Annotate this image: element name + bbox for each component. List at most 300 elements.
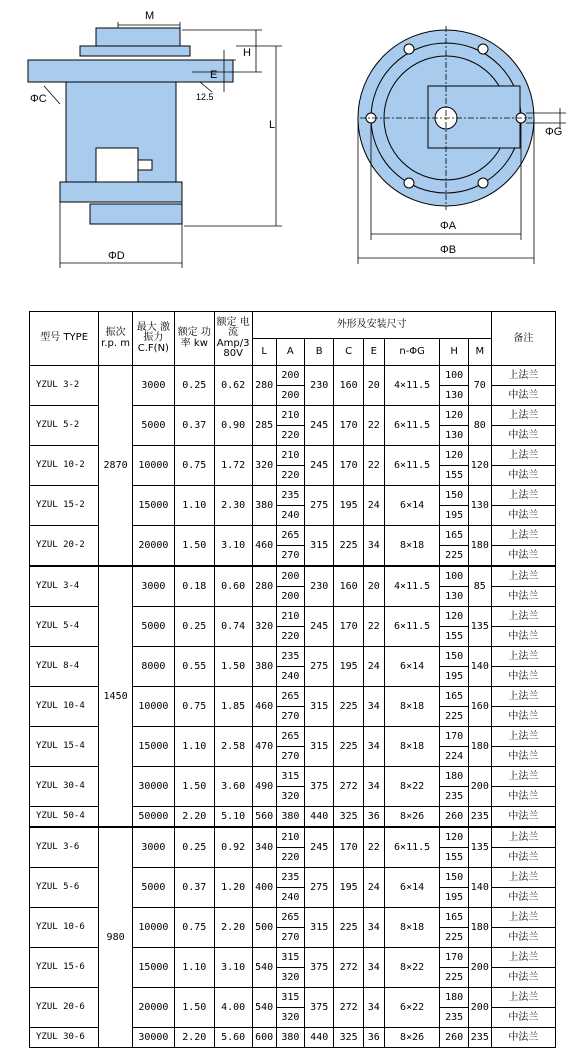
flange-note-cell: 上法兰 — [491, 406, 555, 426]
upper-flange — [28, 60, 233, 82]
dim-c-cell: 170 — [334, 446, 363, 486]
dim-l-cell: 280 — [252, 366, 276, 406]
header-current: 额定 电流 Amp/3 80V — [214, 312, 252, 366]
dim-m-cell: 140 — [468, 868, 491, 908]
dim-b-cell: 375 — [305, 767, 334, 807]
flange-note-cell: 中法兰 — [491, 587, 555, 607]
flange-note-cell: 上法兰 — [491, 827, 555, 848]
table-row — [30, 827, 556, 848]
current-cell: 1.50 — [214, 647, 252, 687]
model-cell: YZUL 30-4 — [30, 767, 99, 807]
subheader-cell: H — [440, 339, 468, 366]
dim-h-cell: 155 — [440, 848, 468, 868]
current-cell: 4.00 — [214, 988, 252, 1028]
model-cell: YZUL 3-4 — [30, 566, 99, 607]
dim-e-cell: 34 — [363, 948, 384, 988]
force-cell: 20000 — [132, 988, 174, 1028]
dim-a-cell: 265 — [276, 908, 304, 928]
dim-c-cell: 272 — [334, 988, 363, 1028]
dim-h-cell: 235 — [440, 1008, 468, 1028]
dim-h-cell: 170 — [440, 727, 468, 747]
dim-d-label: ΦD — [108, 250, 125, 262]
dim-a-label: ΦA — [440, 220, 457, 232]
dim-h-cell: 100 — [440, 566, 468, 587]
dim-c-cell: 325 — [334, 807, 363, 828]
dim-a-cell: 265 — [276, 727, 304, 747]
dim-m-cell: 235 — [468, 807, 491, 828]
model-cell: YZUL 8-4 — [30, 647, 99, 687]
dim-h-cell: 150 — [440, 868, 468, 888]
dim-e-cell: 20 — [363, 566, 384, 607]
flange-note-cell: 中法兰 — [491, 426, 555, 446]
dim-h-cell: 225 — [440, 928, 468, 948]
model-cell: YZUL 5-2 — [30, 406, 99, 446]
dim-c-label: ΦC — [30, 93, 47, 105]
power-cell: 2.20 — [174, 807, 214, 828]
dim-ng-cell: 8×22 — [384, 948, 440, 988]
model-cell: YZUL 15-6 — [30, 948, 99, 988]
frequency-cell: 2870 — [99, 366, 133, 567]
model-cell: YZUL 20-2 — [30, 526, 99, 567]
dim-a-cell: 315 — [276, 948, 304, 968]
dim-h-cell: 195 — [440, 888, 468, 908]
flange-note-cell: 上法兰 — [491, 908, 555, 928]
dim-m-cell: 180 — [468, 908, 491, 948]
dim-c-cell: 160 — [334, 566, 363, 607]
flange-note-cell: 中法兰 — [491, 787, 555, 807]
current-cell: 0.62 — [214, 366, 252, 406]
current-cell: 1.85 — [214, 687, 252, 727]
dim-e-cell: 36 — [363, 807, 384, 828]
force-cell: 10000 — [132, 908, 174, 948]
dim-l-cell: 540 — [252, 988, 276, 1028]
dim-a-cell: 315 — [276, 767, 304, 787]
dim-m-cell: 180 — [468, 727, 491, 767]
dim-b-cell: 245 — [305, 607, 334, 647]
dim-l-cell: 470 — [252, 727, 276, 767]
flange-note-cell: 上法兰 — [491, 687, 555, 707]
dim-b-cell: 245 — [305, 406, 334, 446]
force-cell: 50000 — [132, 807, 174, 828]
dim-c-cell: 272 — [334, 948, 363, 988]
dim-h-cell: 195 — [440, 667, 468, 687]
model-cell: YZUL 10-2 — [30, 446, 99, 486]
bolt-hole — [478, 178, 488, 188]
dim-a-cell: 270 — [276, 546, 304, 567]
dim-ng-cell: 6×11.5 — [384, 406, 440, 446]
dim-a-cell: 210 — [276, 607, 304, 627]
dim-b-cell: 230 — [305, 366, 334, 406]
force-cell: 30000 — [132, 767, 174, 807]
dim-b-cell: 230 — [305, 566, 334, 607]
force-cell: 5000 — [132, 607, 174, 647]
force-cell: 3000 — [132, 366, 174, 406]
dim-m-cell: 130 — [468, 486, 491, 526]
model-cell: YZUL 50-4 — [30, 807, 99, 828]
flange-note-cell: 上法兰 — [491, 988, 555, 1008]
flange-note-cell: 上法兰 — [491, 647, 555, 667]
dim-g-label: ΦG — [545, 126, 563, 138]
dim-a-cell: 320 — [276, 1008, 304, 1028]
flange-note-cell: 上法兰 — [491, 526, 555, 546]
dim-a-cell: 220 — [276, 466, 304, 486]
flange-note-cell: 上法兰 — [491, 366, 555, 386]
flange-note-cell: 中法兰 — [491, 1028, 555, 1048]
force-cell: 10000 — [132, 446, 174, 486]
flange-note-cell: 上法兰 — [491, 948, 555, 968]
model-cell: YZUL 10-4 — [30, 687, 99, 727]
dim-a-cell: 380 — [276, 1028, 304, 1048]
current-cell: 5.60 — [214, 1028, 252, 1048]
flange-note-cell: 中法兰 — [491, 627, 555, 647]
current-cell: 1.72 — [214, 446, 252, 486]
flange-note-cell: 中法兰 — [491, 466, 555, 486]
flange-note-cell: 中法兰 — [491, 807, 555, 828]
dim-c-cell: 170 — [334, 827, 363, 868]
power-cell: 1.10 — [174, 727, 214, 767]
dim-l-cell: 320 — [252, 446, 276, 486]
dim-l-cell: 600 — [252, 1028, 276, 1048]
power-cell: 0.25 — [174, 607, 214, 647]
dim-c-cell: 170 — [334, 406, 363, 446]
flange-note-cell: 中法兰 — [491, 848, 555, 868]
header-power: 额定 功率 kw — [174, 312, 214, 366]
power-cell: 1.10 — [174, 948, 214, 988]
dim-ng-cell: 8×22 — [384, 767, 440, 807]
dim-e-cell: 24 — [363, 486, 384, 526]
flange-note-cell: 中法兰 — [491, 747, 555, 767]
dim-e-cell: 34 — [363, 908, 384, 948]
force-cell: 15000 — [132, 727, 174, 767]
dim-m-cell: 135 — [468, 607, 491, 647]
dim-a-cell: 220 — [276, 627, 304, 647]
dim-ng-cell: 8×18 — [384, 526, 440, 567]
dim-e-cell: 24 — [363, 868, 384, 908]
side-view — [28, 28, 233, 224]
current-cell: 0.60 — [214, 566, 252, 607]
dim-b-cell: 440 — [305, 807, 334, 828]
dim-b-cell: 275 — [305, 486, 334, 526]
dim-m-cell: 120 — [468, 446, 491, 486]
dim-ng-cell: 8×26 — [384, 1028, 440, 1048]
dim-l-cell: 400 — [252, 868, 276, 908]
flange-note-cell: 中法兰 — [491, 506, 555, 526]
dim-m-cell: 180 — [468, 526, 491, 567]
subheader-cell: C — [334, 339, 363, 366]
dim-e-cell: 34 — [363, 988, 384, 1028]
dim-b-cell: 315 — [305, 687, 334, 727]
dim-h-cell: 180 — [440, 767, 468, 787]
current-cell: 5.10 — [214, 807, 252, 828]
lower-flange — [60, 182, 182, 202]
dim-l-cell: 500 — [252, 908, 276, 948]
model-cell: YZUL 3-2 — [30, 366, 99, 406]
power-cell: 1.10 — [174, 486, 214, 526]
dim-e-cell: 34 — [363, 526, 384, 567]
dim-e-cell: 22 — [363, 406, 384, 446]
dim-h-cell: 165 — [440, 687, 468, 707]
dim-m-cell: 70 — [468, 366, 491, 406]
power-cell: 1.50 — [174, 767, 214, 807]
power-cell: 0.75 — [174, 446, 214, 486]
bolt-hole — [404, 44, 414, 54]
subheader-cell: M — [468, 339, 491, 366]
header-frequency: 振次 r.p. m — [99, 312, 133, 366]
dim-h-cell: 180 — [440, 988, 468, 1008]
dim-a-cell: 200 — [276, 587, 304, 607]
dim-l-cell: 560 — [252, 807, 276, 828]
dim-m-cell: 85 — [468, 566, 491, 607]
dim-a-cell: 240 — [276, 667, 304, 687]
dim-c-cell: 195 — [334, 647, 363, 687]
dim-l-cell: 280 — [252, 566, 276, 607]
dim-c-cell: 225 — [334, 687, 363, 727]
power-cell: 0.25 — [174, 366, 214, 406]
dim-h-cell: 150 — [440, 647, 468, 667]
terminal-box — [96, 148, 138, 182]
power-cell: 0.18 — [174, 566, 214, 607]
dim-ng-cell: 4×11.5 — [384, 366, 440, 406]
dim-h-cell: 224 — [440, 747, 468, 767]
dim-b-cell: 375 — [305, 948, 334, 988]
dim-h-cell: 120 — [440, 406, 468, 426]
dim-ng-cell: 6×11.5 — [384, 446, 440, 486]
dim-h-cell: 225 — [440, 968, 468, 988]
dim-a-cell: 240 — [276, 506, 304, 526]
dim-a-cell: 200 — [276, 366, 304, 386]
current-cell: 3.10 — [214, 948, 252, 988]
flange-note-cell: 中法兰 — [491, 888, 555, 908]
power-cell: 0.37 — [174, 406, 214, 446]
flange-note-cell: 上法兰 — [491, 486, 555, 506]
dim-m-cell: 200 — [468, 948, 491, 988]
dim-e-cell: 22 — [363, 827, 384, 868]
dim-c-cell: 325 — [334, 1028, 363, 1048]
current-cell: 0.90 — [214, 406, 252, 446]
dim-h-cell: 120 — [440, 607, 468, 627]
dim-h-cell: 150 — [440, 486, 468, 506]
force-cell: 3000 — [132, 827, 174, 868]
dim-e-label: E — [210, 69, 218, 81]
power-cell: 1.50 — [174, 526, 214, 567]
dim-b-cell: 315 — [305, 526, 334, 567]
subheader-cell: A — [276, 339, 304, 366]
dim-a-cell: 315 — [276, 988, 304, 1008]
flange-note-cell: 上法兰 — [491, 767, 555, 787]
technical-drawing — [0, 0, 580, 300]
force-cell: 20000 — [132, 526, 174, 567]
dim-r-label: 12.5 — [196, 92, 214, 102]
dim-h-cell: 155 — [440, 627, 468, 647]
power-cell: 1.50 — [174, 988, 214, 1028]
dim-c-cell: 195 — [334, 868, 363, 908]
dim-e-cell: 34 — [363, 687, 384, 727]
dim-ng-cell: 6×14 — [384, 486, 440, 526]
subheader-cell: B — [305, 339, 334, 366]
dim-a-cell: 220 — [276, 426, 304, 446]
dim-e-cell: 22 — [363, 607, 384, 647]
dim-e-cell: 34 — [363, 727, 384, 767]
dim-ng-cell: 6×11.5 — [384, 607, 440, 647]
force-cell: 15000 — [132, 486, 174, 526]
model-cell: YZUL 5-6 — [30, 868, 99, 908]
dim-h-cell: 100 — [440, 366, 468, 386]
dim-a-cell: 235 — [276, 486, 304, 506]
flange-note-cell: 中法兰 — [491, 968, 555, 988]
dim-m-cell: 160 — [468, 687, 491, 727]
flange-note-cell: 上法兰 — [491, 607, 555, 627]
dim-e-cell: 36 — [363, 1028, 384, 1048]
dim-h-cell: 170 — [440, 948, 468, 968]
current-cell: 0.92 — [214, 827, 252, 868]
dim-b-cell: 375 — [305, 988, 334, 1028]
subheader-cell: n-ΦG — [384, 339, 440, 366]
dim-b-cell: 275 — [305, 647, 334, 687]
subheader-cell: L — [252, 339, 276, 366]
power-cell: 0.25 — [174, 827, 214, 868]
flange-note-cell: 中法兰 — [491, 546, 555, 567]
force-cell: 5000 — [132, 868, 174, 908]
dim-h-cell: 120 — [440, 446, 468, 466]
frequency-cell: 1450 — [99, 566, 133, 827]
dim-m-cell: 80 — [468, 406, 491, 446]
dim-c-cell: 195 — [334, 486, 363, 526]
dim-ng-cell: 8×18 — [384, 908, 440, 948]
dim-h-cell: 225 — [440, 707, 468, 727]
dim-a-cell: 210 — [276, 446, 304, 466]
frequency-cell: 980 — [99, 827, 133, 1048]
dim-h-cell: 235 — [440, 787, 468, 807]
model-cell: YZUL 3-6 — [30, 827, 99, 868]
model-cell: YZUL 30-6 — [30, 1028, 99, 1048]
dim-a-cell: 240 — [276, 888, 304, 908]
dim-c-cell: 225 — [334, 727, 363, 767]
force-cell: 8000 — [132, 647, 174, 687]
dim-a-cell: 210 — [276, 406, 304, 426]
model-cell: YZUL 20-6 — [30, 988, 99, 1028]
dim-l-cell: 285 — [252, 406, 276, 446]
dim-a-cell: 320 — [276, 787, 304, 807]
terminal-plug — [138, 160, 152, 170]
model-cell: YZUL 5-4 — [30, 607, 99, 647]
dim-b-cell: 275 — [305, 868, 334, 908]
dim-e-cell: 34 — [363, 767, 384, 807]
dim-h-cell: 130 — [440, 386, 468, 406]
subheader-cell: E — [363, 339, 384, 366]
dim-h-cell: 165 — [440, 908, 468, 928]
dim-ng-cell: 6×14 — [384, 868, 440, 908]
dim-a-cell: 200 — [276, 566, 304, 587]
dim-h-cell: 260 — [440, 807, 468, 828]
dim-m-cell: 200 — [468, 988, 491, 1028]
model-cell: YZUL 15-2 — [30, 486, 99, 526]
model-cell: YZUL 15-4 — [30, 727, 99, 767]
dim-a-cell: 265 — [276, 687, 304, 707]
dim-e-cell: 22 — [363, 446, 384, 486]
dim-h-cell: 225 — [440, 546, 468, 567]
dim-l-cell: 460 — [252, 687, 276, 727]
dim-l-cell: 490 — [252, 767, 276, 807]
dim-h-cell: 120 — [440, 827, 468, 848]
current-cell: 1.20 — [214, 868, 252, 908]
header-note: 备注 — [491, 312, 555, 366]
dim-c-cell: 170 — [334, 607, 363, 647]
dim-m-cell: 135 — [468, 827, 491, 868]
dim-b-cell: 315 — [305, 908, 334, 948]
dim-h-cell: 260 — [440, 1028, 468, 1048]
header-model: 型号 TYPE — [30, 312, 99, 366]
dim-b-cell: 315 — [305, 727, 334, 767]
dim-l-cell: 380 — [252, 486, 276, 526]
table-row — [30, 566, 556, 587]
dim-c-cell: 272 — [334, 767, 363, 807]
power-cell: 0.75 — [174, 908, 214, 948]
table-row — [30, 366, 556, 386]
force-cell: 30000 — [132, 1028, 174, 1048]
flange-note-cell: 中法兰 — [491, 667, 555, 687]
current-cell: 3.60 — [214, 767, 252, 807]
dim-h-cell: 130 — [440, 426, 468, 446]
current-cell: 2.20 — [214, 908, 252, 948]
force-cell: 5000 — [132, 406, 174, 446]
top-flange — [80, 46, 190, 56]
dim-a-cell: 270 — [276, 747, 304, 767]
flange-note-cell: 上法兰 — [491, 868, 555, 888]
dim-c-cell: 225 — [334, 526, 363, 567]
header-force: 最大 激振力 C.F(N) — [132, 312, 174, 366]
dim-m-label: M — [145, 10, 155, 22]
dim-h-cell: 155 — [440, 466, 468, 486]
flange-note-cell: 中法兰 — [491, 1008, 555, 1028]
dim-a-cell: 320 — [276, 968, 304, 988]
dim-a-cell: 270 — [276, 928, 304, 948]
dim-l-label: L — [269, 119, 276, 131]
dim-m-cell: 140 — [468, 647, 491, 687]
current-cell: 3.10 — [214, 526, 252, 567]
dim-h-cell: 165 — [440, 526, 468, 546]
dim-m-cell: 200 — [468, 767, 491, 807]
dim-c-cell: 160 — [334, 366, 363, 406]
power-cell: 0.37 — [174, 868, 214, 908]
dim-b-cell: 245 — [305, 446, 334, 486]
dim-h-cell: 130 — [440, 587, 468, 607]
dim-ng-cell: 6×22 — [384, 988, 440, 1028]
dim-l-cell: 540 — [252, 948, 276, 988]
current-cell: 2.30 — [214, 486, 252, 526]
dim-h-label: H — [243, 47, 251, 59]
dim-ng-cell: 6×14 — [384, 647, 440, 687]
dim-ng-cell: 8×18 — [384, 727, 440, 767]
force-cell: 15000 — [132, 948, 174, 988]
dim-l-cell: 340 — [252, 827, 276, 868]
current-cell: 2.58 — [214, 727, 252, 767]
dim-l-cell: 460 — [252, 526, 276, 567]
dim-b-cell: 245 — [305, 827, 334, 868]
dim-a-cell: 235 — [276, 647, 304, 667]
dim-a-cell: 265 — [276, 526, 304, 546]
dim-h-cell: 195 — [440, 506, 468, 526]
flange-note-cell: 中法兰 — [491, 928, 555, 948]
dim-a-cell: 380 — [276, 807, 304, 828]
dim-m-cell: 235 — [468, 1028, 491, 1048]
dim-a-cell: 220 — [276, 848, 304, 868]
bottom-rotor-cap — [90, 204, 182, 224]
flange-note-cell: 上法兰 — [491, 566, 555, 587]
power-cell: 0.75 — [174, 687, 214, 727]
dim-l-cell: 380 — [252, 647, 276, 687]
dim-e-cell: 20 — [363, 366, 384, 406]
spec-table — [29, 311, 556, 1048]
